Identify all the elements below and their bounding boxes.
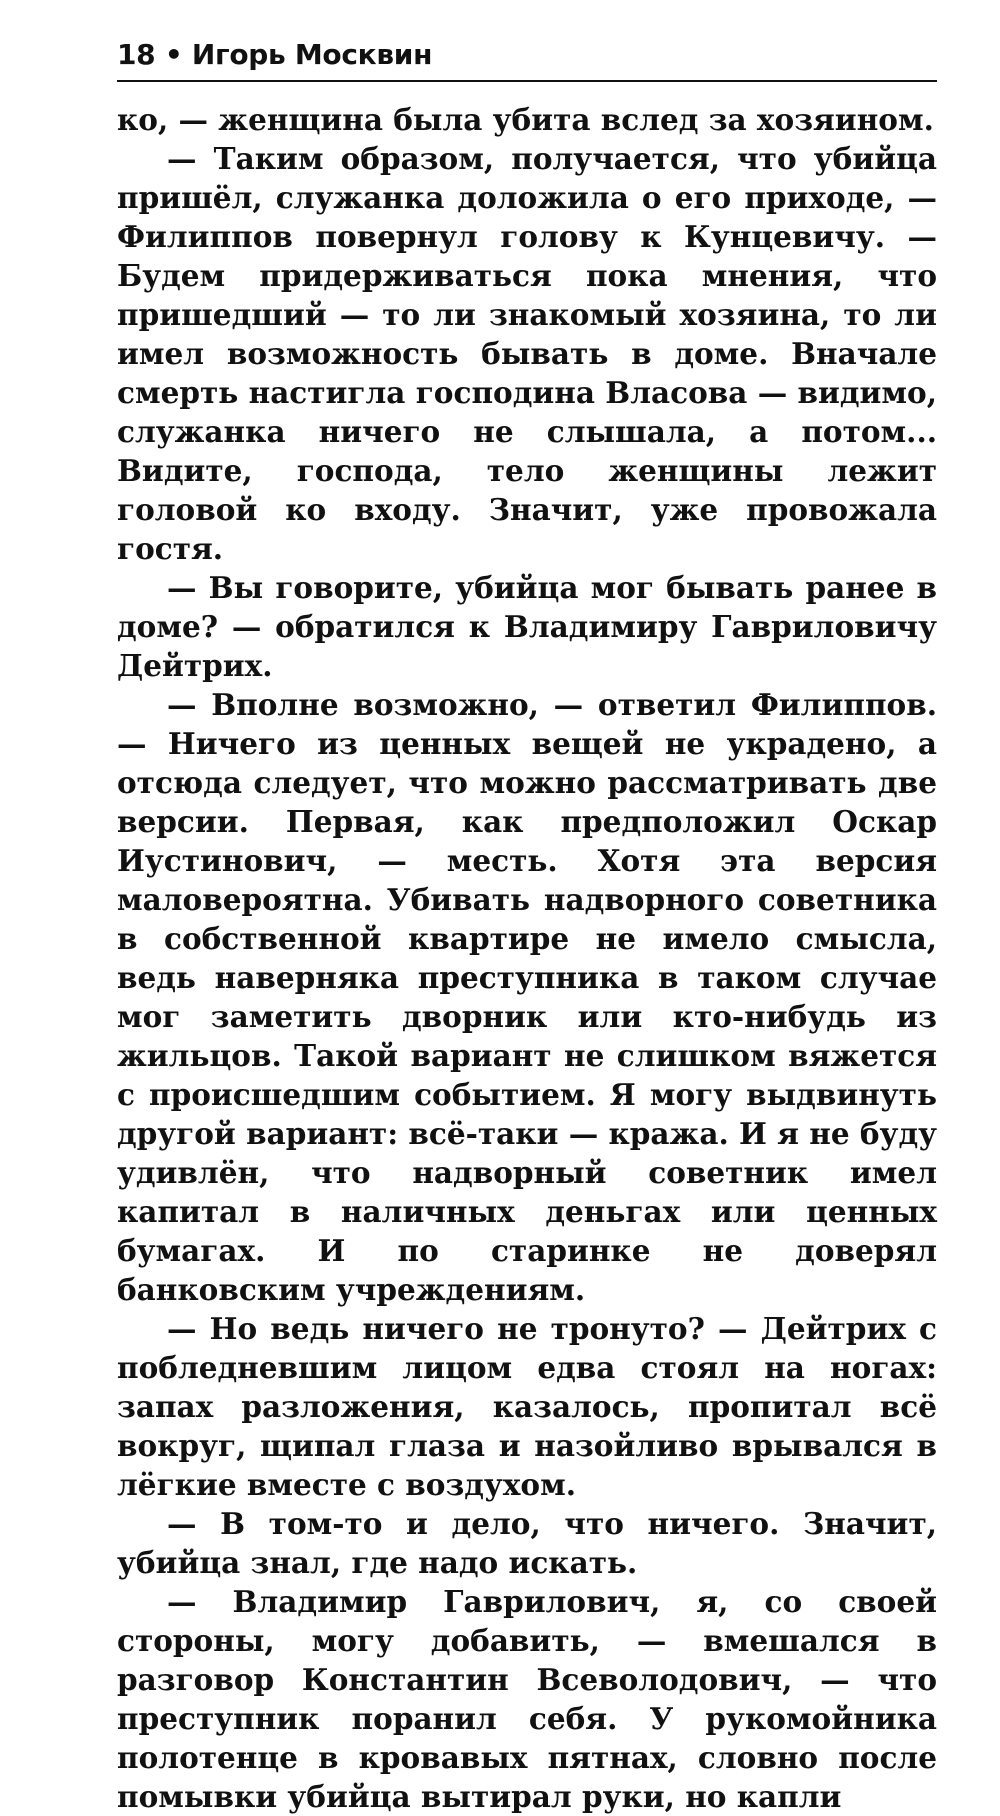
header-rule [117, 80, 937, 82]
running-header: 18 • Игорь Москвин [117, 38, 433, 71]
paragraph: — Но ведь ничего не тронуто? — Дейтрих с побледневшим лицом едва стоял на ногах: запах разложения, казалось, пропитал всё вокруг, щипал глаза и назойливо врывался в лёгкие вместе с воздухом. [117, 1311, 937, 1502]
paragraph: — В том-то и дело, что ничего. Значит, убийца знал, где надо искать. [117, 1506, 937, 1580]
paragraph: — Таким образом, получается, что убийца пришёл, служанка доложила о его приходе, — Филиппов повернул голову к Кунцевичу. — Будем придерживаться пока мнения, что пришедший — то ли знакомый хозяина, то ли имел возможность бывать в доме. Вначале смерть настигла господина Власова — видимо, служанка ничего не слышала, а потом... Видите, господа, тело женщины лежит головой ко входу. Значит, уже провожала гостя. [117, 141, 937, 566]
page-text [117, 100, 937, 1816]
paragraph: — Вы говорите, убийца мог бывать ранее в доме? — обратился к Владимиру Гавриловичу Дейтрих. [117, 570, 937, 683]
paragraph-continuation: ко, — женщина была убита вслед за хозяином. [117, 102, 934, 137]
paragraph: — Владимир Гаврилович, я, со своей стороны, могу добавить, — вмешался в разговор Константин Всеволодович, — что преступник поранил себя. У рукомойника полотенце в кровавых пятнах, словно после помывки убийца вытирал руки, но капли [117, 1584, 937, 1814]
paragraph: — Вполне возможно, — ответил Филиппов. — Ничего из ценных вещей не украдено, а отсюда следует, что можно рассматривать две версии. Первая, как предположил Оскар Иустинович, — месть. Хотя эта версия маловероятна. Убивать надворного советника в собственной квартире не имело смысла, ведь наверняка преступника в таком случае мог заметить дворник или кто-нибудь из жильцов. Такой вариант не слишком вяжется с происшедшим событием. Я могу выдвинуть другой вариант: всё-таки — кража. И я не буду удивлён, что надворный советник имел капитал в наличных деньгах или ценных бумагах. И по старинке не доверял банковским учреждениям. [117, 687, 937, 1307]
